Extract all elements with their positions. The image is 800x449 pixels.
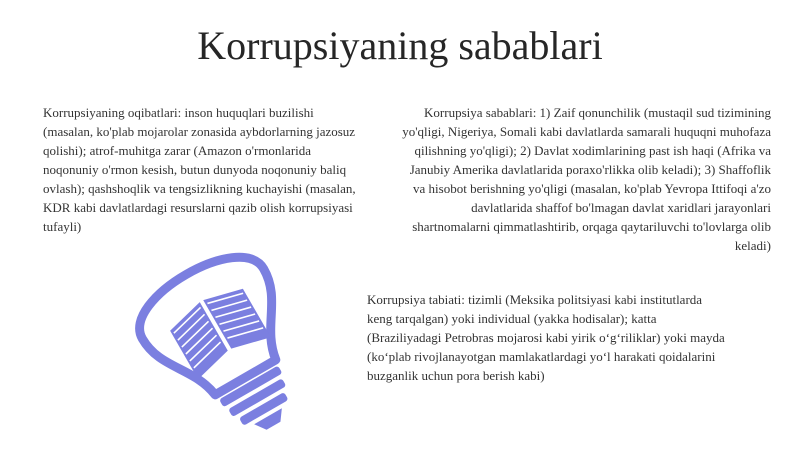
nature-text: Korrupsiya tabiati: tizimli (Meksika politsiyasi kabi institutlarda keng tarqalgan) yoki individual (yakka hodisalar); katta (Braziliyadagi Petrobras mojarosi kabi yirik o‘g‘riliklar) yoki mayda (ko‘plab rivojlanayotgan mamlakatlardagi yo‘l harakati qoidalarini buzganlik uchun pora berish kabi) bbox=[367, 292, 725, 383]
slide-title: Korrupsiyaning sabablari bbox=[197, 23, 603, 68]
causes-text: Korrupsiya sabablari: 1) Zaif qonunchilik (mustaqil sud tizimining yo'qligi, Nigeriya, Somali kabi davlatlarda samarali huquqni muhofaza qilishning yo'qligi); 2) Davlat xodimlarining past ish haqi (Afrika va Janubiy Amerika davlatlarida poraxo'rlikka olib keladi); 3) Shaffoflik va hisobot berishning yo'qligi (masalan, ko'plab Yevropa Ittifoqi a'zo davlatlarida shaffof bo'lmagan davlat xaridlari jarayonlari shartnomalarni qimmatlashtirib, orqaga qaytariluvchi to'lovlarga olib keladi) bbox=[402, 105, 771, 253]
lightbulb-book-icon bbox=[98, 252, 358, 442]
consequences-text: Korrupsiyaning oqibatlari: inson huquqlari buzilishi (masalan, ko'plab mojarolar zonasida aybdorlarning jazosuz qolishi); atrof-muhitga zarar (Amazon o'rmonlarida noqonuniy o'rmon kesish, butun dunyoda noqonuniy baliq ovlash); qashshoqlik va tengsizlikning kuchayishi (masalan, KDR kabi davlatlardagi resurslarni qazib olish korrupsiyasi tufayli) bbox=[43, 105, 356, 234]
